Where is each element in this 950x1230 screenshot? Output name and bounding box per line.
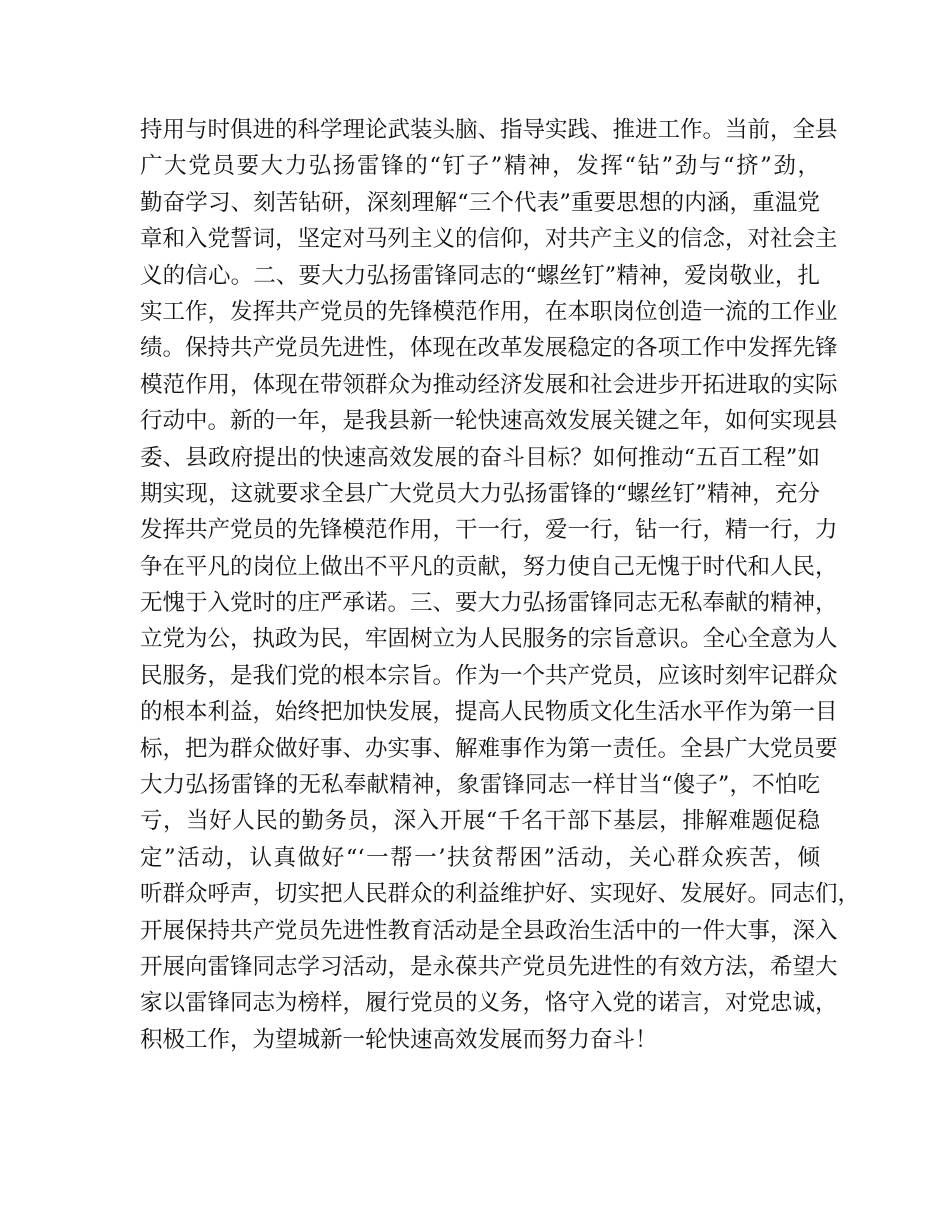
text-line: 模范作用，体现在带领群众为推动经济发展和社会进步开拓进取的实际 bbox=[140, 371, 838, 398]
text-line: 勤奋学习、刻苦钻研，深刻理解“三个代表”重要思想的内涵，重温党 bbox=[140, 189, 820, 216]
text-line: 开展保持共产党员先进性教育活动是全县政治生活中的一件大事，深入 bbox=[140, 917, 838, 944]
text-line: 大力弘扬雷锋的无私奉献精神，象雷锋同志一样甘当“傻子”，不怕吃 bbox=[140, 772, 820, 799]
text-line: 实工作，发挥共产党员的先锋模范作用，在本职岗位创造一流的工作业 bbox=[140, 298, 838, 325]
text-line: 听群众呼声，切实把人民群众的利益维护好、实现好、发展好。同志们， bbox=[140, 881, 861, 908]
text-line: 章和入党誓词，坚定对马列主义的信仰，对共产主义的信念，对社会主 bbox=[140, 226, 838, 253]
text-line: 委、县政府提出的快速高效发展的奋斗目标？如何推动“五百工程”如 bbox=[140, 444, 820, 471]
text-line: 广大党员要大力弘扬雷锋的“钉子”精神，发挥“钻”劲与“挤”劲， bbox=[140, 153, 820, 180]
text-line: 民服务，是我们党的根本宗旨。作为一个共产党员，应该时刻牢记群众 bbox=[140, 662, 838, 689]
text-line: 期实现，这就要求全县广大党员大力弘扬雷锋的“螺丝钉”精神，充分 bbox=[140, 480, 820, 507]
text-line: 定”活动，认真做好“‘一帮一’扶贫帮困”活动，关心群众疾苦，倾 bbox=[140, 844, 820, 871]
text-line: 的根本利益，始终把加快发展，提高人民物质文化生活水平作为第一目 bbox=[140, 699, 838, 726]
text-line: 无愧于入党时的庄严承诺。三、要大力弘扬雷锋同志无私奉献的精神， bbox=[140, 590, 838, 617]
text-line: 行动中。新的一年，是我县新一轮快速高效发展关键之年，如何实现县 bbox=[140, 408, 838, 435]
text-line: 义的信心。二、要大力弘扬雷锋同志的“螺丝钉”精神，爱岗敬业，扎 bbox=[140, 262, 820, 289]
text-line: 开展向雷锋同志学习活动，是永葆共产党员先进性的有效方法，希望大 bbox=[140, 953, 838, 980]
text-line: 绩。保持共产党员先进性，体现在改革发展稳定的各项工作中发挥先锋 bbox=[140, 335, 838, 362]
body-text bbox=[140, 112, 861, 1058]
text-line: 发挥共产党员的先锋模范作用，干一行，爱一行，钻一行，精一行，力 bbox=[140, 517, 838, 544]
text-line: 争在平凡的岗位上做出不平凡的贡献，努力使自己无愧于时代和人民， bbox=[140, 553, 838, 580]
text-line: 积极工作，为望城新一轮快速高效发展而努力奋斗！ bbox=[140, 1026, 658, 1053]
text-line: 标，把为群众做好事、办实事、解难事作为第一责任。全县广大党员要 bbox=[140, 735, 838, 762]
text-line: 亏，当好人民的勤务员，深入开展“千名干部下基层，排解难题促稳 bbox=[140, 808, 820, 835]
text-line: 家以雷锋同志为榜样，履行党员的义务，恪守入党的诺言，对党忠诚， bbox=[140, 990, 838, 1017]
text-line: 持用与时俱进的科学理论武装头脑、指导实践、推进工作。当前，全县 bbox=[140, 117, 838, 143]
text-line: 立党为公，执政为民，牢固树立为人民服务的宗旨意识。全心全意为人 bbox=[140, 626, 838, 653]
